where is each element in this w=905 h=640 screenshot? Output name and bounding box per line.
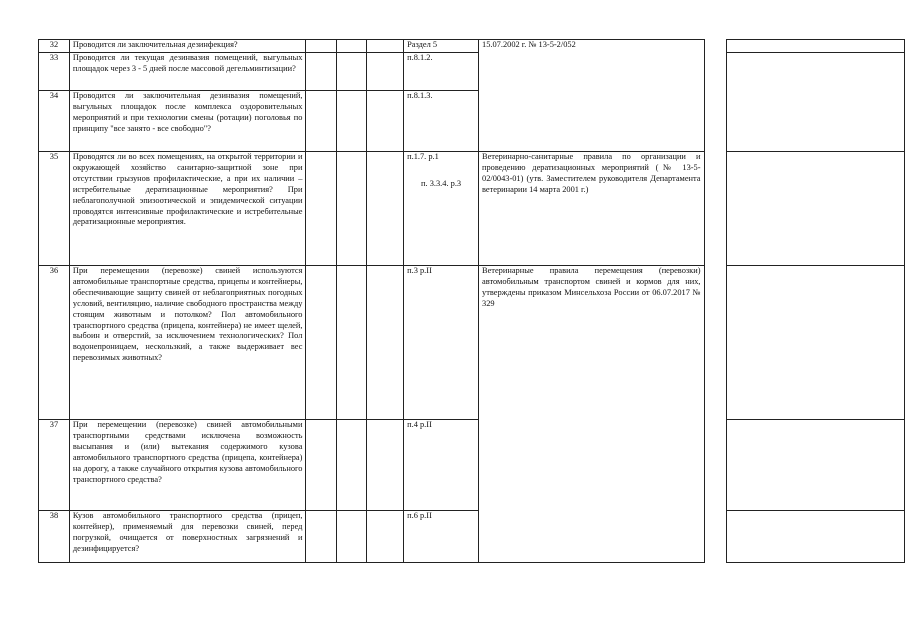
row-number: 36 bbox=[39, 266, 70, 420]
question-text: При перемещении (перевозке) свиней автомобильными транспортными средствами исключена возможность высыпания и (или) вытекания содержимого кузова автомобильного транспортного средства (прицепа, контейнера) на дорогу, а также случайного открытия кузова автомобильного транспортного средства? bbox=[69, 420, 306, 511]
answer-yes-cell[interactable] bbox=[306, 40, 337, 53]
table-row bbox=[39, 40, 905, 53]
table-row bbox=[39, 420, 905, 511]
question-text: При перемещении (перевозке) свиней используются автомобильные транспортные средства, прицепы и контейнеры, обеспечивающие защиту свиней от неблагоприятных погодных условий, вентиляцию, наличие свободного пространства между стоящим животным и потолком? Пол автомобильного транспортного средства (прицепа, контейнера) не имеет щелей, выбоин и отверстий, за исключением технологических? Пол водонепроницаем, нескользкий, а также выдерживает вес перевозимых животных? bbox=[69, 266, 306, 420]
regulation-document: 15.07.2002 г. № 13-5-2/052 bbox=[479, 40, 705, 152]
table-row bbox=[39, 266, 905, 420]
regulation-clause: Раздел 5 bbox=[404, 40, 479, 53]
answer-na-cell[interactable] bbox=[367, 511, 404, 563]
question-text: Кузов автомобильного транспортного средства (прицеп, контейнер), применяемый для перевозки свиней, перед погрузкой, очищается от поверхностных загрязнений и дезинфицируется? bbox=[69, 511, 306, 563]
regulation-clause: п.4 р.II bbox=[404, 420, 479, 511]
answer-yes-cell[interactable] bbox=[306, 420, 337, 511]
table-row bbox=[39, 53, 905, 91]
spacer-column bbox=[704, 40, 727, 563]
answer-yes-cell[interactable] bbox=[306, 511, 337, 563]
table-row bbox=[39, 511, 905, 563]
regulation-clause-primary: п.1.7. р.1 bbox=[407, 152, 439, 161]
row-number: 34 bbox=[39, 91, 70, 152]
answer-no-cell[interactable] bbox=[337, 266, 367, 420]
row-number: 38 bbox=[39, 511, 70, 563]
answer-no-cell[interactable] bbox=[337, 40, 367, 53]
answer-na-cell[interactable] bbox=[367, 91, 404, 152]
answer-na-cell[interactable] bbox=[367, 152, 404, 266]
answer-yes-cell[interactable] bbox=[306, 53, 337, 91]
question-text: Проводится ли текущая дезинвазия помещений, выгульных площадок через 3 - 5 дней после массовой дегельминтизации? bbox=[69, 53, 306, 91]
row-number: 37 bbox=[39, 420, 70, 511]
answer-no-cell[interactable] bbox=[337, 91, 367, 152]
regulation-clause: п.8.1.2. bbox=[404, 53, 479, 91]
answer-na-cell[interactable] bbox=[367, 53, 404, 91]
regulation-clause bbox=[404, 152, 479, 266]
notes-cell[interactable] bbox=[727, 53, 905, 152]
answer-no-cell[interactable] bbox=[337, 53, 367, 91]
checklist-table bbox=[38, 39, 905, 563]
answer-no-cell[interactable] bbox=[337, 152, 367, 266]
answer-no-cell[interactable] bbox=[337, 420, 367, 511]
question-text: Проводится ли заключительная дезинфекция? bbox=[69, 40, 306, 53]
answer-na-cell[interactable] bbox=[367, 266, 404, 420]
regulation-document: Ветеринарные правила перемещения (перевозки) автомобильным транспортом свиней и кормов для них, утверждены приказом Минсельхоза России от 06.07.2017 № 329 bbox=[479, 266, 705, 563]
row-number: 32 bbox=[39, 40, 70, 53]
row-number: 35 bbox=[39, 152, 70, 266]
table-row bbox=[39, 152, 905, 266]
regulation-clause: п.3 р.II bbox=[404, 266, 479, 420]
notes-cell[interactable] bbox=[727, 152, 905, 266]
notes-cell[interactable] bbox=[727, 266, 905, 420]
answer-na-cell[interactable] bbox=[367, 420, 404, 511]
question-text: Проводятся ли во всех помещениях, на открытой территории и окружающей хозяйство санитарно-защитной зоне при отсутствии грызунов профилактические, а при их наличии – истребительные дератизационные мероприятия? При неблагополучной эпизоотической и эпидемической ситуации проводятся интенсивные профилактические и истребительные дератизационные мероприятия. bbox=[69, 152, 306, 266]
answer-na-cell[interactable] bbox=[367, 40, 404, 53]
answer-yes-cell[interactable] bbox=[306, 152, 337, 266]
notes-cell[interactable] bbox=[727, 40, 905, 53]
answer-no-cell[interactable] bbox=[337, 511, 367, 563]
regulation-clause: п.6 р.II bbox=[404, 511, 479, 563]
regulation-clause: п.8.1.3. bbox=[404, 91, 479, 152]
regulation-document: Ветеринарно-санитарные правила по организации и проведению дератизационных мероприятий (№ 13-5-02/0043-01) (утв. Заместителем руководителя Департамента ветеринарии 14 марта 2001 г.) bbox=[479, 152, 705, 266]
answer-yes-cell[interactable] bbox=[306, 91, 337, 152]
notes-cell[interactable] bbox=[727, 420, 905, 511]
question-text: Проводится ли заключительная дезинвазия помещений, выгульных площадок после комплекса оздоровительных мероприятий и при технологии смены (ротации) поголовья по принципу "все занято - все свободно"? bbox=[69, 91, 306, 152]
regulation-clause-secondary: п. 3.3.4. р.3 bbox=[421, 178, 462, 188]
notes-cell[interactable] bbox=[727, 511, 905, 563]
row-number: 33 bbox=[39, 53, 70, 91]
answer-yes-cell[interactable] bbox=[306, 266, 337, 420]
